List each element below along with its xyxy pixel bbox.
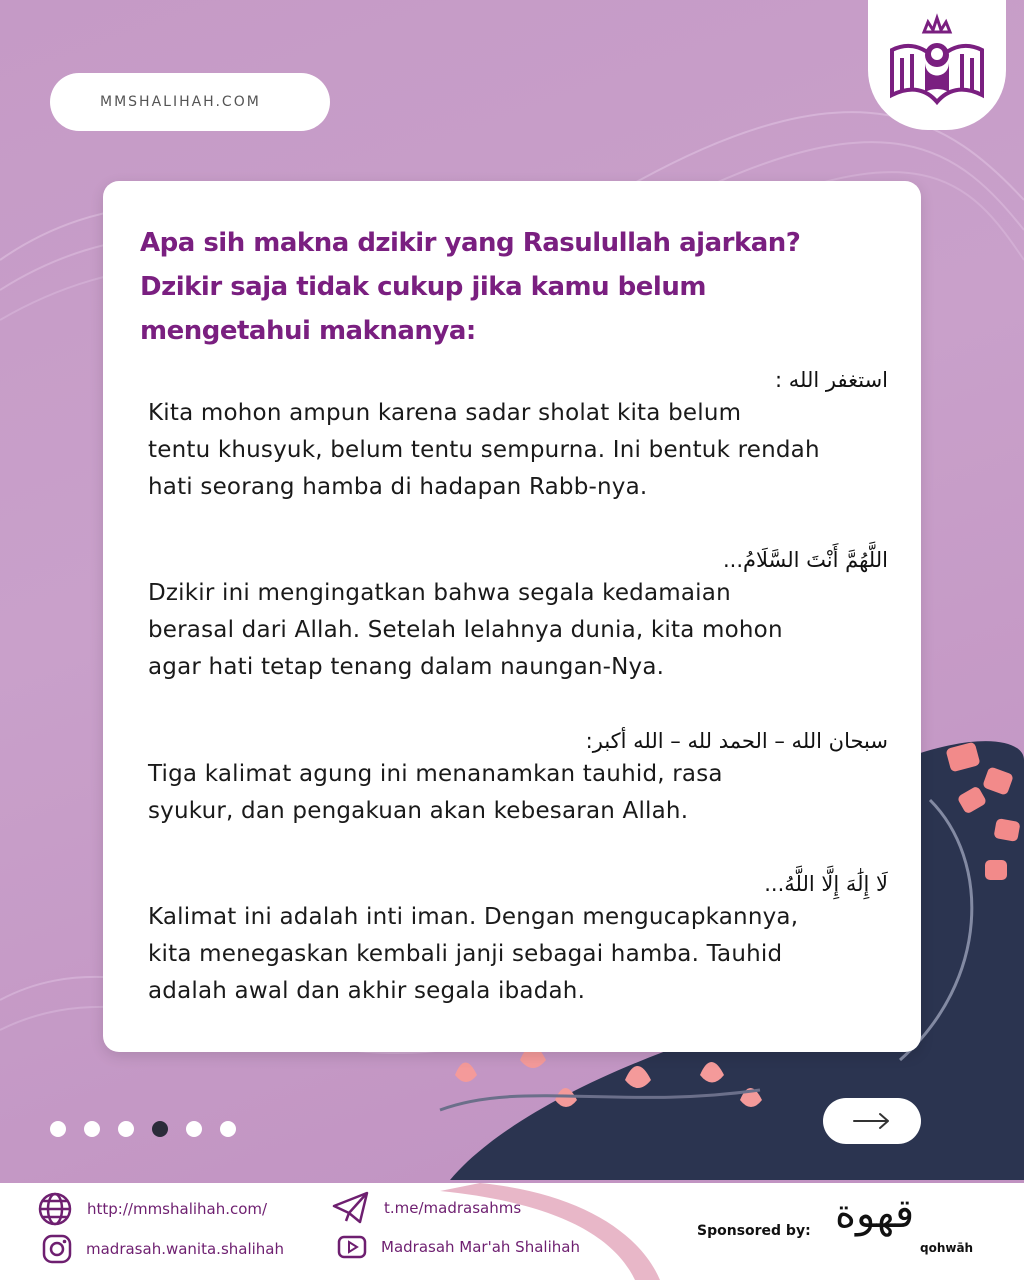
telegram-link: t.me/madrasahms [384,1199,522,1217]
globe-icon [37,1191,73,1227]
footer-instagram[interactable] [42,1234,284,1264]
website-link: http://mmshalihah.com/ [87,1200,268,1218]
meaning-line: hati seorang hamba di hadapan Rabb-nya. [148,474,648,500]
meaning-text [148,756,898,830]
meaning-line: Dzikir ini mengingatkan bahwa segala kedamaian [148,580,731,606]
card-title [140,221,900,353]
sponsor-logo-arabic: قهوة [835,1191,915,1237]
footer [0,1183,1024,1280]
madrasah-logo-icon [882,10,992,110]
dzikir-section-istighfar [148,365,898,506]
card-title-line: Apa sih makna dzikir yang Rasulullah ajarkan? [140,228,801,258]
meaning-line: kita menegaskan kembali janji sebagai hamba. Tauhid [148,941,783,967]
instagram-icon [42,1234,72,1264]
dzikir-section-assalam [148,545,898,686]
site-label: MMSHALIHAH.COM [100,94,261,110]
arrow-right-icon [852,1111,892,1131]
meaning-line: agar hati tetap tenang dalam naungan-Nya. [148,654,665,680]
card-title-line: mengetahui maknanya: [140,316,476,346]
site-url-pill[interactable] [50,73,330,131]
dzikir-section-tahlil [148,869,898,1010]
footer-youtube[interactable] [337,1234,580,1260]
next-slide-button[interactable] [823,1098,921,1144]
meaning-text [148,575,898,686]
content-card [103,181,921,1052]
youtube-icon [337,1234,367,1260]
telegram-icon [332,1191,370,1225]
arabic-phrase: لَا إِلَٰهَ إِلَّا اللَّهُ... [764,872,888,896]
footer-telegram[interactable] [332,1191,521,1225]
meaning-line: adalah awal dan akhir segala ibadah. [148,978,586,1004]
sponsor-logo [835,1191,914,1237]
arabic-phrase: اللَّهُمَّ أَنْتَ السَّلَامُ... [722,548,888,572]
carousel-dot[interactable] [118,1121,134,1137]
meaning-line: syukur, dan pengakuan akan kebesaran Allah. [148,798,689,824]
footer-website[interactable] [37,1191,267,1227]
meaning-line: berasal dari Allah. Setelah lelahnya dunia, kita mohon [148,617,783,643]
meaning-line: Tiga kalimat agung ini menanamkan tauhid, rasa [148,761,723,787]
carousel-dot[interactable] [220,1121,236,1137]
meaning-line: Kita mohon ampun karena sadar sholat kita belum [148,400,742,426]
instagram-handle: madrasah.wanita.shalihah [86,1240,284,1258]
madrasah-logo [868,0,1006,130]
carousel-dot-active[interactable] [152,1121,168,1137]
youtube-channel: Madrasah Mar'ah Shalihah [381,1238,580,1256]
sponsor-name: qohwāh [920,1241,974,1255]
carousel-dot[interactable] [186,1121,202,1137]
sponsor-label: Sponsored by: [697,1223,811,1239]
carousel-dot[interactable] [50,1121,66,1137]
card-title-line: Dzikir saja tidak cukup jika kamu belum [140,272,706,302]
arabic-phrase: استغفر الله : [775,368,888,392]
dzikir-section-tasbih [148,726,898,830]
carousel-indicator [50,1121,236,1137]
meaning-text [148,899,898,1010]
carousel-dot[interactable] [84,1121,100,1137]
arabic-phrase: سبحان الله – الحمد لله – الله أكبر: [585,729,888,753]
meaning-text [148,395,898,506]
meaning-line: Kalimat ini adalah inti iman. Dengan mengucapkannya, [148,904,799,930]
meaning-line: tentu khusyuk, belum tentu sempurna. Ini bentuk rendah [148,437,820,463]
